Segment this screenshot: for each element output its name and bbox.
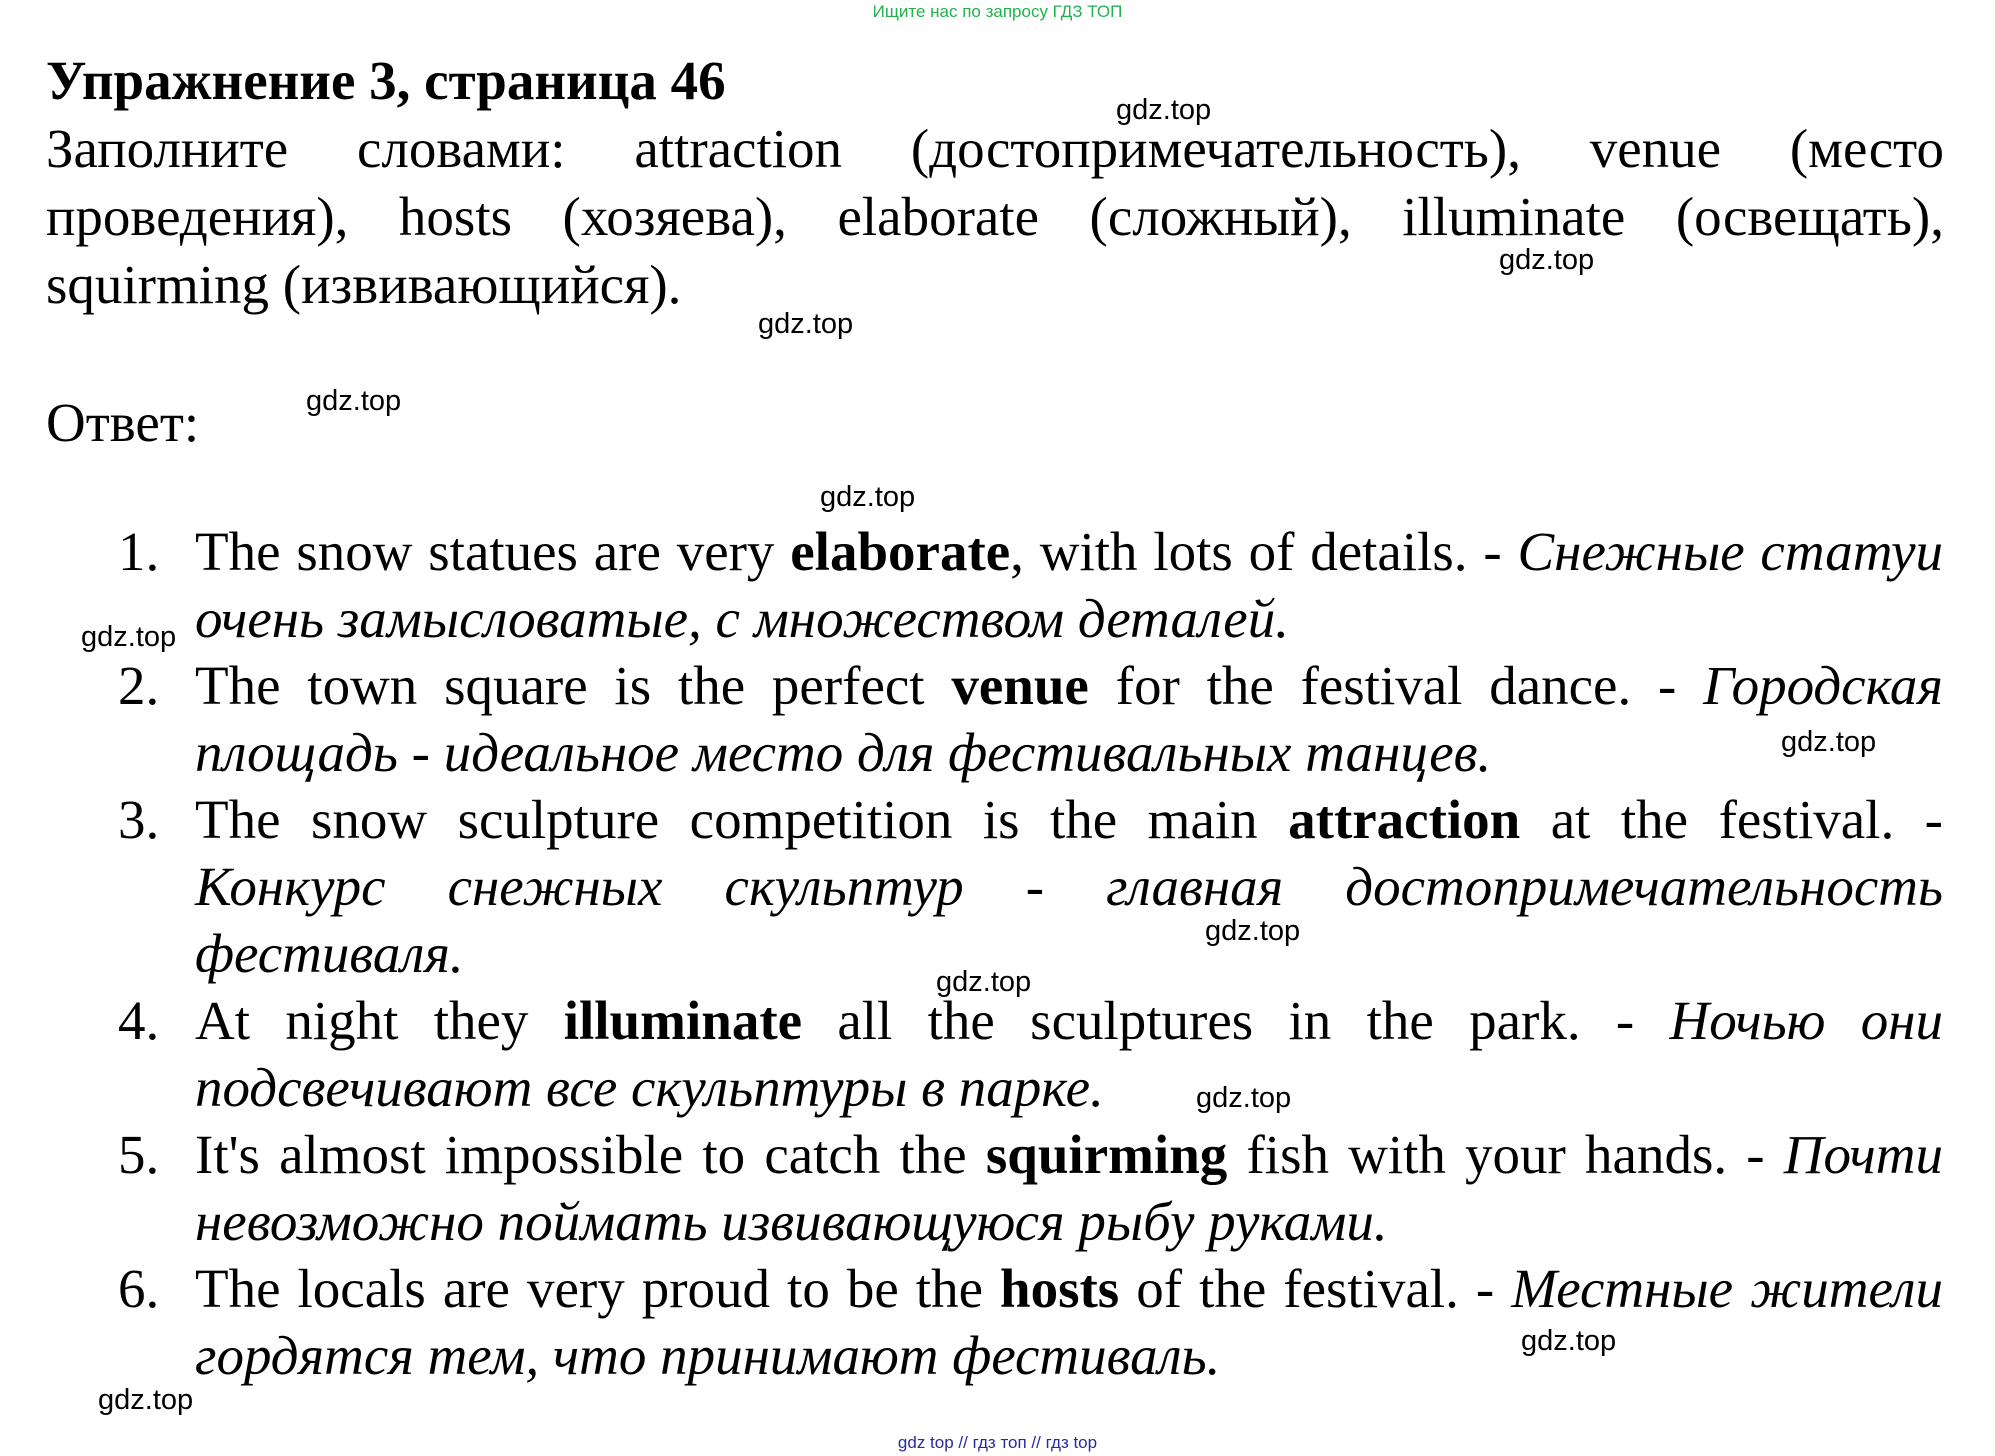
sentence-end: at the festival. - [1520, 789, 1943, 850]
watermark: gdz.top [1196, 1082, 1292, 1114]
answer-item [0, 786, 1943, 987]
sentence-start: The locals are very proud to be the [195, 1258, 1000, 1319]
translation: Снежные статуи очень замысловатые, с множеством деталей. [195, 521, 1943, 649]
exercise-title: Упражнение 3, страница 46 [46, 50, 726, 111]
task-instructions: Заполните словами: attraction (достопримечательность), venue (место проведения), hosts (хозяева), elaborate (сложный), illuminate (освещать), squirming (извивающийся). [46, 118, 1944, 315]
translation: Почти невозможно поймать извивающуюся рыбу руками. [195, 1124, 1943, 1252]
watermark: gdz.top [820, 481, 916, 513]
sentence-end: of the festival. - [1119, 1258, 1512, 1319]
sentence-end: , with lots of details. - [1010, 521, 1518, 582]
answer-item [0, 652, 1943, 786]
watermark: gdz.top [1521, 1325, 1617, 1357]
watermark: gdz.top [1205, 915, 1301, 947]
watermark: gdz.top [1781, 726, 1877, 758]
item-number: 2. [118, 655, 160, 716]
translation: Конкурс снежных скульптур - главная достопримечательность фестиваля. [195, 856, 1943, 984]
item-number: 3. [118, 789, 160, 850]
answer-label: Ответ: [46, 392, 200, 453]
answer-list [0, 518, 1995, 1389]
item-number: 1. [118, 521, 160, 582]
watermark: gdz.top [81, 621, 177, 653]
answer-item [0, 518, 1943, 652]
bottom-banner[interactable]: gdz top // гдз топ // гдз top [897, 1433, 1098, 1452]
answer-word: attraction [1288, 789, 1521, 850]
sentence-end: fish with your hands. - [1227, 1124, 1784, 1185]
sentence-end: for the festival dance. - [1088, 655, 1704, 716]
sentence-start: The snow sculpture competition is the main [195, 789, 1289, 850]
translation: Местные жители гордятся тем, что принимают фестиваль. [195, 1258, 1943, 1386]
sentence-end: all the sculptures in the park. - [802, 990, 1670, 1051]
answer-word: illuminate [563, 990, 803, 1051]
sentence-start: It's almost impossible to catch the [195, 1124, 986, 1185]
top-banner[interactable]: Ищите нас по запросу ГДЗ ТОП [872, 2, 1123, 21]
watermark: gdz.top [1499, 244, 1595, 276]
item-number: 5. [118, 1124, 160, 1185]
watermark: gdz.top [98, 1384, 194, 1416]
answer-word: elaborate [790, 521, 1011, 582]
sentence-start: The town square is the perfect [195, 655, 952, 716]
answer-word: venue [951, 655, 1089, 716]
answer-item [0, 1121, 1943, 1255]
watermark: gdz.top [758, 308, 854, 340]
item-number: 4. [118, 990, 160, 1051]
watermark: gdz.top [1116, 94, 1212, 126]
sentence-start: At night they [195, 990, 564, 1051]
translation: Городская площадь - идеальное место для фестивальных танцев. [195, 655, 1943, 783]
translation: Ночью они подсвечивают все скульптуры в парке. [195, 990, 1943, 1118]
answer-word: hosts [1000, 1258, 1120, 1319]
answer-word: squirming [985, 1124, 1228, 1185]
watermark: gdz.top [306, 385, 402, 417]
answer-item [0, 987, 1943, 1121]
sentence-start: The snow statues are very [195, 521, 791, 582]
answer-item [0, 1255, 1943, 1389]
watermark: gdz.top [936, 966, 1032, 998]
item-number: 6. [118, 1258, 160, 1319]
